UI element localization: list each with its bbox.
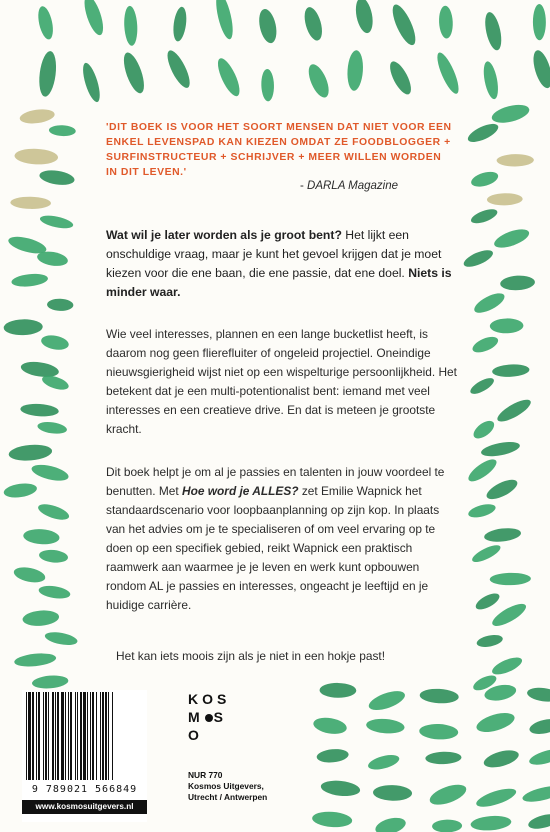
brush-stroke	[36, 501, 71, 523]
brush-stroke	[123, 6, 138, 47]
brush-stroke	[427, 781, 469, 809]
brush-stroke	[38, 168, 75, 187]
brush-stroke	[497, 154, 534, 167]
brush-stroke	[490, 572, 531, 585]
brush-stroke	[305, 61, 333, 100]
brush-stroke	[81, 0, 107, 37]
brush-stroke	[301, 5, 325, 42]
isbn-number: 9 789021 566849	[31, 784, 138, 795]
intro-end: Niets is minder waar.	[106, 266, 452, 299]
brush-stroke	[483, 526, 521, 543]
attribution-dash: -	[300, 180, 308, 192]
brush-stroke	[490, 654, 524, 678]
brush-stroke	[492, 226, 531, 252]
brush-stroke	[346, 50, 364, 92]
brush-stroke	[14, 652, 57, 669]
brush-stroke	[462, 247, 496, 270]
brush-stroke	[373, 785, 412, 802]
logo-line-1: KOS	[188, 691, 231, 707]
barcode-bar	[83, 692, 86, 780]
brush-stroke	[32, 674, 69, 690]
brush-stroke	[312, 810, 353, 828]
brush-stroke	[487, 193, 523, 206]
brush-stroke	[481, 60, 500, 100]
barcode-bar	[100, 692, 101, 780]
nur-code: NUR 770	[188, 770, 223, 780]
p2-start: Dit boek helpt je om al je passies en talenten in jouw voordeel te benutten. Met	[106, 465, 445, 498]
barcode-bar	[77, 692, 78, 780]
book-title-inline: Hoe word je ALLES?	[182, 484, 299, 498]
barcode-bar	[26, 692, 27, 780]
brush-stroke	[19, 107, 56, 125]
brush-stroke	[366, 718, 405, 735]
brush-stroke	[476, 633, 504, 649]
publisher-city: Utrecht / Antwerpen	[188, 792, 268, 802]
barcode-bar	[65, 692, 66, 780]
brush-stroke	[8, 443, 53, 462]
brush-stroke	[22, 609, 60, 627]
brush-stroke	[528, 717, 550, 737]
brush-stroke	[261, 69, 275, 102]
brush-stroke	[20, 403, 59, 418]
barcode-bar	[112, 692, 113, 780]
brush-stroke	[37, 420, 68, 435]
brush-stroke	[473, 590, 501, 612]
brush-stroke	[40, 333, 70, 352]
brush-stroke	[500, 275, 536, 292]
brush-stroke	[438, 5, 453, 38]
brush-stroke	[3, 319, 43, 336]
brush-stroke	[490, 318, 524, 334]
publisher-info	[188, 770, 308, 803]
barcode-bar	[32, 692, 34, 780]
brush-stroke	[465, 456, 499, 486]
brush-stroke	[521, 783, 550, 805]
brush-stroke	[469, 206, 499, 226]
intro-body: Het lijkt een onschuldige vraag, maar je kunt het gevoel krijgen dat je moet kiezen voor die ene baan, die ene passie, dat ene doel.	[106, 228, 442, 280]
brush-stroke	[256, 7, 279, 44]
barcode-bar	[96, 692, 97, 780]
barcode-bar	[108, 692, 109, 780]
brush-stroke	[374, 815, 408, 832]
brush-stroke	[14, 148, 58, 165]
publisher-name: Kosmos Uitgevers,	[188, 781, 264, 791]
brush-stroke	[47, 298, 74, 311]
brush-stroke	[474, 785, 518, 811]
logo-dot-icon	[205, 714, 213, 722]
brush-stroke	[44, 630, 79, 647]
brush-stroke	[214, 56, 244, 99]
brush-stroke	[482, 11, 504, 52]
brush-stroke	[490, 101, 531, 126]
brush-stroke	[467, 502, 497, 520]
brush-stroke	[3, 481, 38, 499]
intro-question: Wat wil je later worden als je groot bent?	[106, 228, 342, 242]
logo-line-3: O	[188, 727, 203, 743]
brush-stroke	[489, 600, 529, 630]
brush-stroke	[530, 48, 550, 90]
barcode-bar	[102, 692, 104, 780]
barcode-bar	[38, 692, 40, 780]
brush-stroke	[425, 751, 462, 765]
brush-stroke	[37, 50, 58, 97]
brush-stroke	[470, 542, 503, 565]
quote-attribution	[300, 180, 398, 192]
brush-stroke	[316, 748, 349, 764]
brush-stroke	[319, 683, 356, 698]
barcode-bar	[90, 692, 91, 780]
brush-stroke	[10, 196, 51, 209]
barcode-bar	[43, 692, 44, 780]
brush-stroke	[388, 2, 420, 48]
brush-stroke	[120, 50, 148, 96]
brush-stroke	[320, 779, 361, 798]
review-quote: 'DIT BOEK IS VOOR HET SOORT MENSEN DAT NIET VOOR EEN ENKEL LEVENSPAD KAN KIEZEN OMDAT ZE FOODBLOGGER + SURFINSTRUCTEUR + SCHRIJVER + MEER WILLEN WORDEN IN DIT LEVEN.'	[106, 122, 452, 178]
brush-stroke	[38, 549, 68, 564]
brush-stroke	[367, 752, 401, 772]
barcode-bar	[48, 692, 49, 780]
brush-stroke	[312, 715, 348, 736]
brush-stroke	[471, 289, 507, 316]
brush-stroke	[526, 686, 550, 704]
barcode-bar	[28, 692, 31, 780]
brush-stroke	[366, 687, 407, 714]
brush-stroke	[39, 213, 74, 230]
barcode-bar	[75, 692, 76, 780]
brush-stroke	[386, 58, 415, 97]
barcode-bar	[87, 692, 88, 780]
brush-stroke	[23, 528, 60, 545]
brush-stroke	[480, 439, 521, 459]
brush-stroke	[353, 0, 375, 35]
brush-stroke	[30, 462, 70, 484]
brush-stroke	[419, 688, 459, 704]
brush-stroke	[11, 272, 49, 288]
brush-stroke	[528, 746, 550, 768]
brush-stroke	[20, 360, 60, 379]
barcode-bar	[55, 692, 56, 780]
brush-stroke	[533, 4, 546, 40]
brush-stroke	[213, 0, 236, 41]
intro-paragraph	[106, 226, 458, 302]
barcode-bar	[92, 692, 94, 780]
barcode-bar	[45, 692, 47, 780]
brush-stroke	[484, 476, 520, 503]
attribution-source: DARLA Magazine	[307, 180, 399, 192]
brush-stroke	[433, 50, 462, 96]
brush-stroke	[482, 747, 521, 771]
brush-stroke	[474, 709, 516, 736]
publisher-url: www.kosmosuitgevers.nl	[22, 800, 147, 814]
p2-end: zet Emilie Wapnick het standaardscenario voor loopbaanplanning op zijn kop. In plaats van het advies om je te specialiseren of om veel ervaring op te doen op een specifiek gebied, reikt Wapnick een praktisch raamwerk aan waarmee je je leven en werk kunt opbouwen rondom AL je passies en interesses, ongeacht je leeftijd en je huidige carrière.	[106, 484, 440, 612]
brush-stroke	[527, 812, 550, 832]
body-paragraph-1: Wie veel interesses, plannen en een lange bucketlist heeft, is daarom nog geen flierefluiter of ongeleid projectiel. Oneindige nieuwsgierigheid wijst niet op een wispelturige persoonlijkheid. Het betekent dat je een multi-potentionalist bent: iemand met veel interesses en een creatieve drive. En dat is meteen je grootste kracht.	[106, 327, 457, 436]
barcode-bar	[57, 692, 59, 780]
barcode-bar	[80, 692, 82, 780]
barcode-bar	[68, 692, 69, 780]
brush-stroke	[470, 417, 497, 441]
barcode-bar	[61, 692, 64, 780]
barcode-icon	[22, 690, 147, 782]
brush-stroke	[49, 125, 76, 137]
brush-stroke	[469, 169, 499, 189]
brush-stroke	[12, 565, 46, 585]
brush-stroke	[419, 723, 459, 740]
brush-stroke	[495, 396, 534, 426]
brush-stroke	[470, 334, 500, 356]
barcode-bar	[52, 692, 54, 780]
brush-stroke	[465, 120, 500, 145]
kosmos-logo	[188, 690, 231, 744]
brush-stroke	[36, 5, 56, 41]
brush-stroke	[163, 48, 194, 91]
barcode-bar	[70, 692, 72, 780]
brush-stroke	[492, 363, 530, 378]
closing-line: Het kan iets moois zijn als je niet in een hokje past!	[116, 649, 386, 663]
body-paragraph-2	[106, 463, 458, 615]
barcode-block	[22, 690, 147, 822]
barcode-bar	[36, 692, 37, 780]
logo-line-2: M S	[188, 709, 228, 725]
brush-stroke	[172, 6, 189, 42]
brush-stroke	[38, 584, 71, 600]
brush-stroke	[432, 819, 462, 832]
brush-stroke	[468, 375, 496, 397]
barcode-bar	[105, 692, 107, 780]
brush-stroke	[80, 61, 104, 104]
brush-stroke	[470, 814, 512, 831]
